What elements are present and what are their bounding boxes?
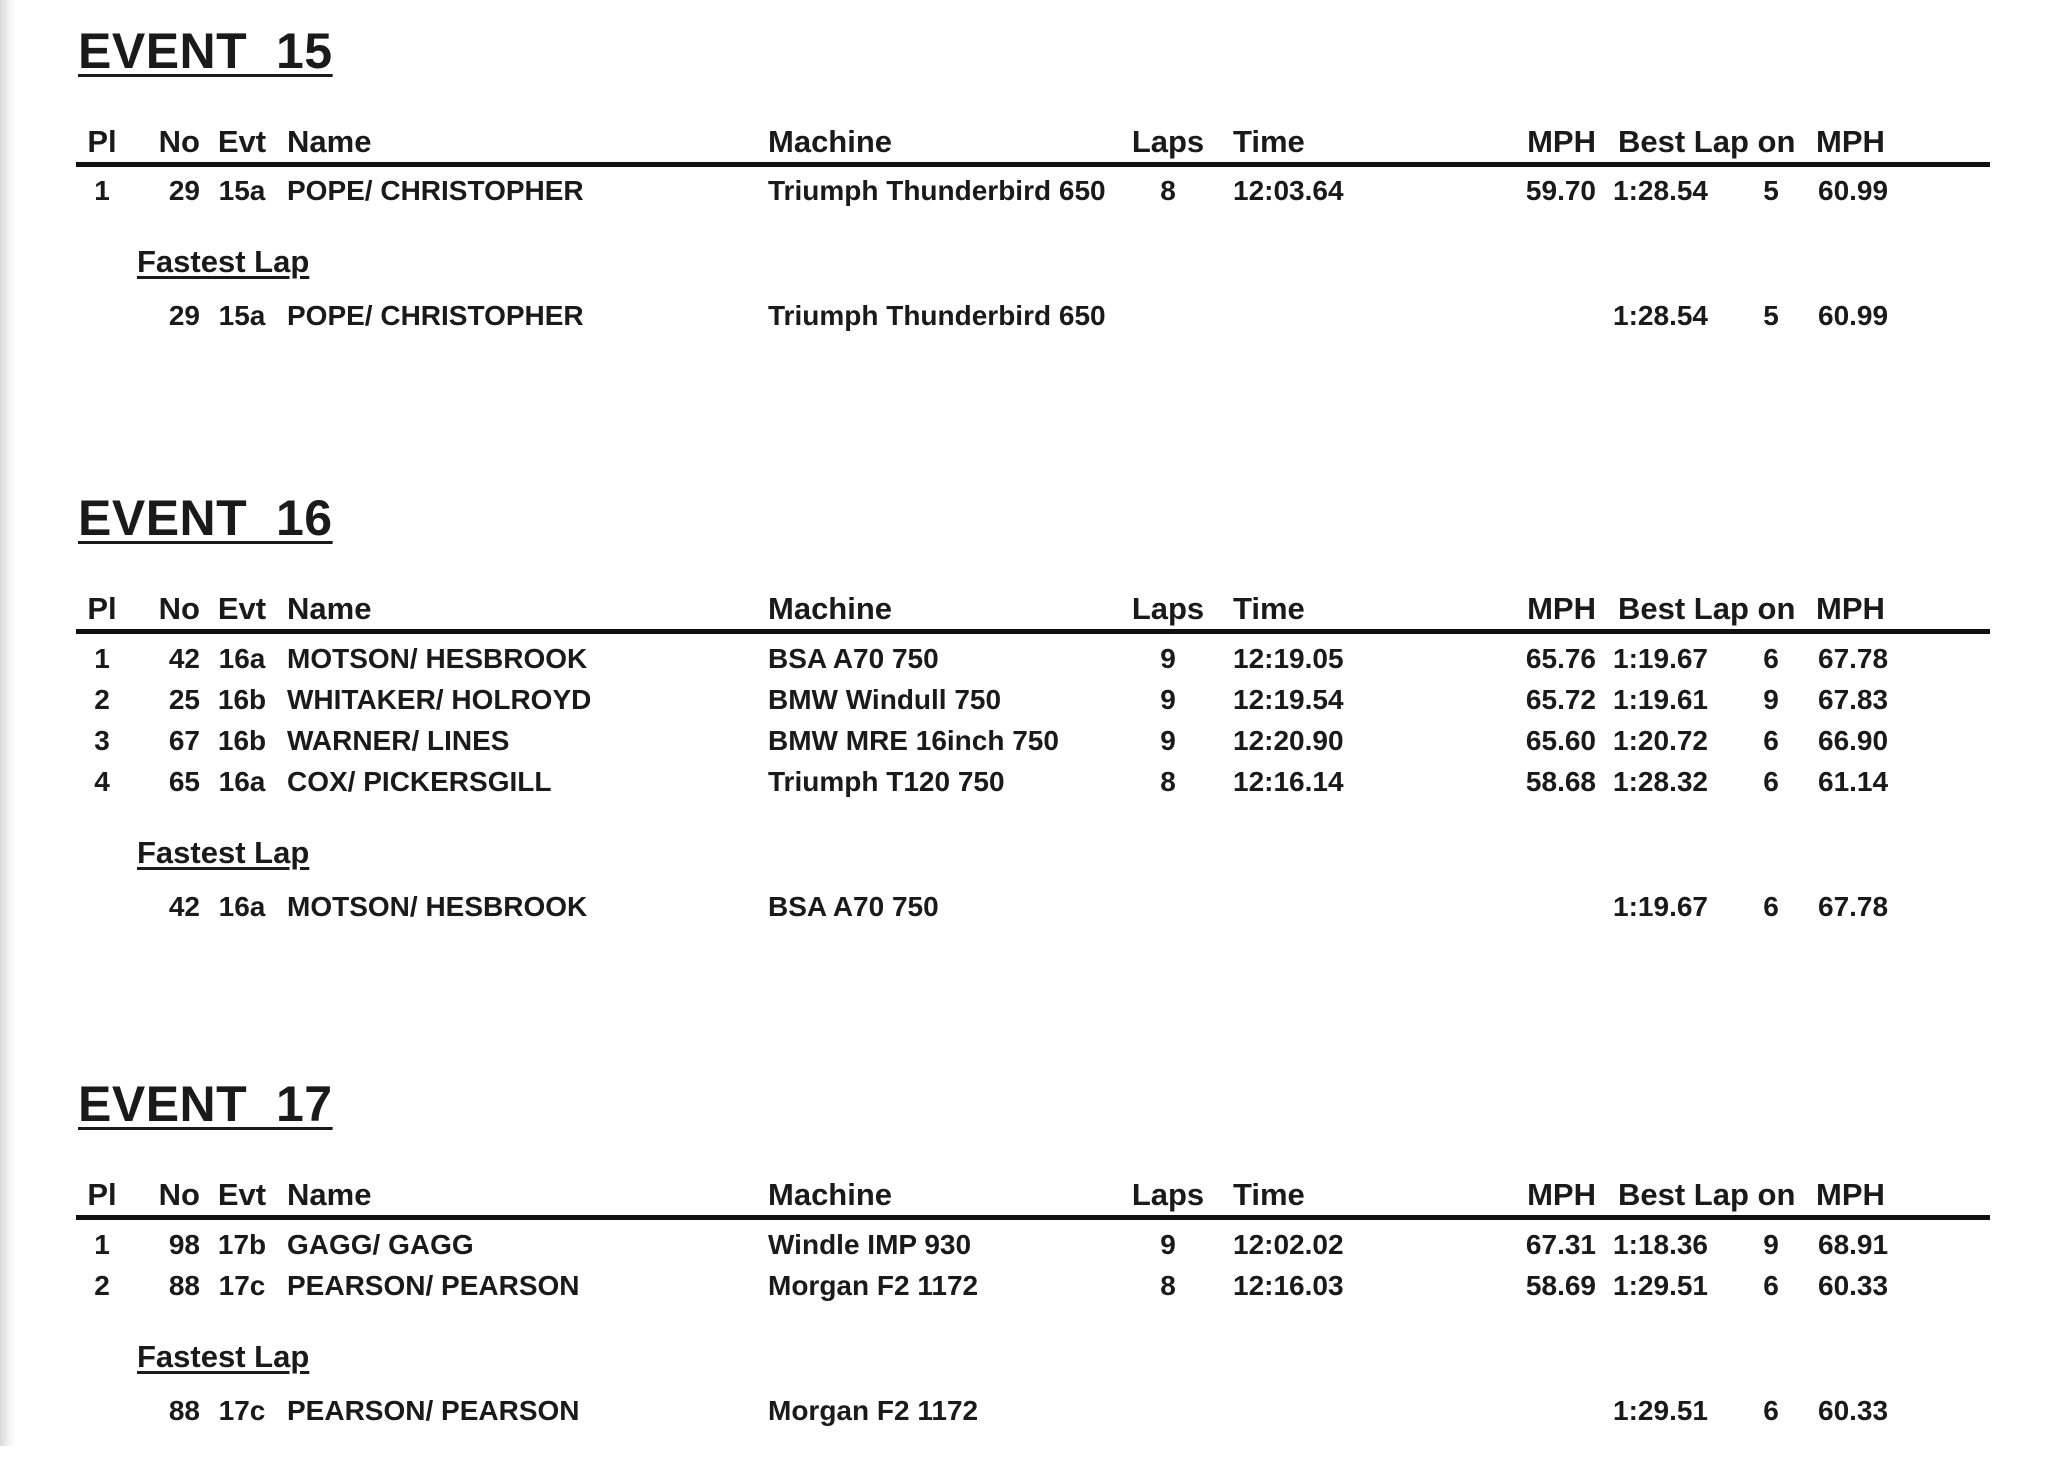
cell-on: 6 <box>1763 643 1779 674</box>
cell-on: 6 <box>1763 891 1779 922</box>
table-row <box>0 721 2048 761</box>
col-best-mph: MPH <box>1816 591 1885 626</box>
header-rule <box>76 629 1990 634</box>
cell-on: 6 <box>1763 1395 1779 1426</box>
cell-best-lap: 1:28.54 <box>1613 175 1708 206</box>
cell-time: 12:16.03 <box>1233 1270 1344 1301</box>
cell-on: 5 <box>1763 300 1779 331</box>
event-section <box>0 1053 2048 1473</box>
col-best-mph: MPH <box>1816 124 1885 159</box>
col-evt: Evt <box>217 124 267 159</box>
cell-pl: 1 <box>94 1229 110 1260</box>
cell-on: 6 <box>1763 1270 1779 1301</box>
cell-machine: Triumph T120 750 <box>768 766 1005 797</box>
event-title: EVENT 16 <box>78 490 333 546</box>
col-pl: Pl <box>87 1177 117 1212</box>
fastest-lap-row <box>0 296 2048 336</box>
cell-mph: 65.72 <box>1525 684 1596 715</box>
cell-time: 12:02.02 <box>1233 1229 1344 1260</box>
col-best-lap-on: Best Lap on <box>1618 591 1796 626</box>
cell-best-lap: 1:19.67 <box>1613 643 1708 674</box>
col-machine: Machine <box>768 591 893 626</box>
cell-pl: 1 <box>94 643 110 674</box>
cell-name: WHITAKER/ HOLROYD <box>287 684 592 715</box>
cell-time: 12:20.90 <box>1233 725 1344 756</box>
cell-no: 42 <box>168 643 200 674</box>
col-time: Time <box>1233 124 1305 159</box>
cell-evt: 16b <box>217 684 267 715</box>
table-row <box>0 680 2048 720</box>
col-no: No <box>158 591 200 626</box>
cell-on: 6 <box>1763 766 1779 797</box>
cell-machine: BMW Windull 750 <box>768 684 1002 715</box>
col-name: Name <box>287 591 372 626</box>
col-time: Time <box>1233 1177 1305 1212</box>
cell-machine: Morgan F2 1172 <box>768 1270 979 1301</box>
cell-time: 12:19.05 <box>1233 643 1344 674</box>
cell-evt: 15a <box>218 175 266 206</box>
cell-laps: 9 <box>1160 725 1176 756</box>
cell-no: 29 <box>168 300 200 331</box>
cell-no: 29 <box>168 175 200 206</box>
fastest-lap-row <box>0 887 2048 927</box>
cell-name: PEARSON/ PEARSON <box>287 1395 580 1426</box>
cell-pl: 2 <box>94 1270 110 1301</box>
cell-no: 88 <box>168 1395 200 1426</box>
col-time: Time <box>1233 591 1305 626</box>
cell-no: 42 <box>168 891 200 922</box>
cell-time: 12:16.14 <box>1233 766 1344 797</box>
cell-no: 25 <box>168 684 200 715</box>
cell-best-lap: 1:18.36 <box>1613 1229 1708 1260</box>
col-mph: MPH <box>1527 1177 1596 1212</box>
cell-evt: 17c <box>218 1270 266 1301</box>
cell-name: POPE/ CHRISTOPHER <box>287 300 584 331</box>
col-best-lap-on: Best Lap on <box>1618 124 1796 159</box>
cell-pl: 2 <box>94 684 110 715</box>
table-header <box>0 589 2048 629</box>
cell-mph: 67.31 <box>1525 1229 1596 1260</box>
cell-no: 88 <box>168 1270 200 1301</box>
col-machine: Machine <box>768 1177 893 1212</box>
cell-machine: BMW MRE 16inch 750 <box>768 725 1059 756</box>
cell-evt: 16b <box>217 725 267 756</box>
cell-time: 12:19.54 <box>1233 684 1344 715</box>
cell-laps: 9 <box>1160 684 1176 715</box>
cell-pl: 1 <box>94 175 110 206</box>
fastest-lap-row <box>0 1391 2048 1431</box>
cell-best-lap: 1:19.61 <box>1613 684 1708 715</box>
cell-evt: 15a <box>218 300 266 331</box>
cell-mph: 65.76 <box>1525 643 1596 674</box>
cell-no: 67 <box>168 725 200 756</box>
cell-best-mph: 67.78 <box>1818 643 1889 674</box>
cell-no: 65 <box>168 766 200 797</box>
col-no: No <box>158 1177 200 1212</box>
cell-on: 6 <box>1763 725 1779 756</box>
table-row <box>0 1266 2048 1306</box>
cell-time: 12:03.64 <box>1233 175 1344 206</box>
table-row <box>0 1225 2048 1265</box>
col-pl: Pl <box>87 124 117 159</box>
cell-best-mph: 67.83 <box>1818 684 1889 715</box>
event-section <box>0 0 2048 420</box>
col-pl: Pl <box>87 591 117 626</box>
header-rule <box>76 162 1990 167</box>
table-header <box>0 1175 2048 1215</box>
cell-name: MOTSON/ HESBROOK <box>287 643 588 674</box>
col-mph: MPH <box>1527 124 1596 159</box>
cell-best-lap: 1:29.51 <box>1613 1395 1708 1426</box>
cell-laps: 9 <box>1160 643 1176 674</box>
col-laps: Laps <box>1131 124 1205 159</box>
col-laps: Laps <box>1131 591 1205 626</box>
cell-best-mph: 61.14 <box>1818 766 1889 797</box>
table-row <box>0 171 2048 211</box>
cell-best-lap: 1:19.67 <box>1613 891 1708 922</box>
col-laps: Laps <box>1131 1177 1205 1212</box>
cell-laps: 8 <box>1160 1270 1176 1301</box>
cell-best-mph: 66.90 <box>1818 725 1889 756</box>
cell-machine: Triumph Thunderbird 650 <box>768 175 1106 206</box>
cell-evt: 17c <box>218 1395 266 1426</box>
fastest-lap-label: Fastest Lap <box>137 1339 310 1374</box>
cell-best-lap: 1:29.51 <box>1613 1270 1708 1301</box>
cell-best-lap: 1:20.72 <box>1613 725 1708 756</box>
cell-on: 9 <box>1763 684 1779 715</box>
cell-machine: Windle IMP 930 <box>768 1229 972 1260</box>
cell-laps: 9 <box>1160 1229 1176 1260</box>
cell-machine: BSA A70 750 <box>768 891 939 922</box>
cell-name: POPE/ CHRISTOPHER <box>287 175 584 206</box>
header-rule <box>76 1215 1990 1220</box>
col-mph: MPH <box>1527 591 1596 626</box>
cell-best-mph: 67.78 <box>1818 891 1889 922</box>
fastest-lap-label: Fastest Lap <box>137 244 310 279</box>
cell-best-lap: 1:28.32 <box>1613 766 1708 797</box>
cell-on: 9 <box>1763 1229 1779 1260</box>
cell-evt: 16a <box>218 766 266 797</box>
cell-mph: 58.68 <box>1525 766 1596 797</box>
table-row <box>0 762 2048 802</box>
col-machine: Machine <box>768 124 893 159</box>
cell-best-lap: 1:28.54 <box>1613 300 1708 331</box>
table-row <box>0 639 2048 679</box>
cell-on: 5 <box>1763 175 1779 206</box>
cell-machine: Morgan F2 1172 <box>768 1395 979 1426</box>
cell-evt: 16a <box>218 891 266 922</box>
cell-name: WARNER/ LINES <box>287 725 510 756</box>
fastest-lap-label: Fastest Lap <box>137 835 310 870</box>
cell-name: GAGG/ GAGG <box>287 1229 474 1260</box>
col-evt: Evt <box>217 1177 267 1212</box>
cell-name: MOTSON/ HESBROOK <box>287 891 588 922</box>
col-name: Name <box>287 124 372 159</box>
cell-best-mph: 60.99 <box>1818 175 1889 206</box>
cell-evt: 17b <box>217 1229 267 1260</box>
col-best-mph: MPH <box>1816 1177 1885 1212</box>
col-name: Name <box>287 1177 372 1212</box>
cell-no: 98 <box>168 1229 200 1260</box>
event-title: EVENT 17 <box>78 1076 333 1132</box>
cell-laps: 8 <box>1160 175 1176 206</box>
cell-best-mph: 68.91 <box>1818 1229 1889 1260</box>
cell-best-mph: 60.33 <box>1818 1395 1889 1426</box>
table-header <box>0 122 2048 162</box>
cell-best-mph: 60.99 <box>1818 300 1889 331</box>
cell-pl: 4 <box>94 766 110 797</box>
cell-mph: 59.70 <box>1525 175 1596 206</box>
cell-evt: 16a <box>218 643 266 674</box>
cell-name: COX/ PICKERSGILL <box>287 766 552 797</box>
event-section <box>0 467 2048 922</box>
cell-mph: 58.69 <box>1525 1270 1596 1301</box>
event-title: EVENT 15 <box>78 23 333 79</box>
cell-name: PEARSON/ PEARSON <box>287 1270 580 1301</box>
cell-machine: Triumph Thunderbird 650 <box>768 300 1106 331</box>
cell-laps: 8 <box>1160 766 1176 797</box>
cell-machine: BSA A70 750 <box>768 643 939 674</box>
col-evt: Evt <box>217 591 267 626</box>
cell-pl: 3 <box>94 725 110 756</box>
col-no: No <box>158 124 200 159</box>
cell-best-mph: 60.33 <box>1818 1270 1889 1301</box>
col-best-lap-on: Best Lap on <box>1618 1177 1796 1212</box>
cell-mph: 65.60 <box>1525 725 1596 756</box>
